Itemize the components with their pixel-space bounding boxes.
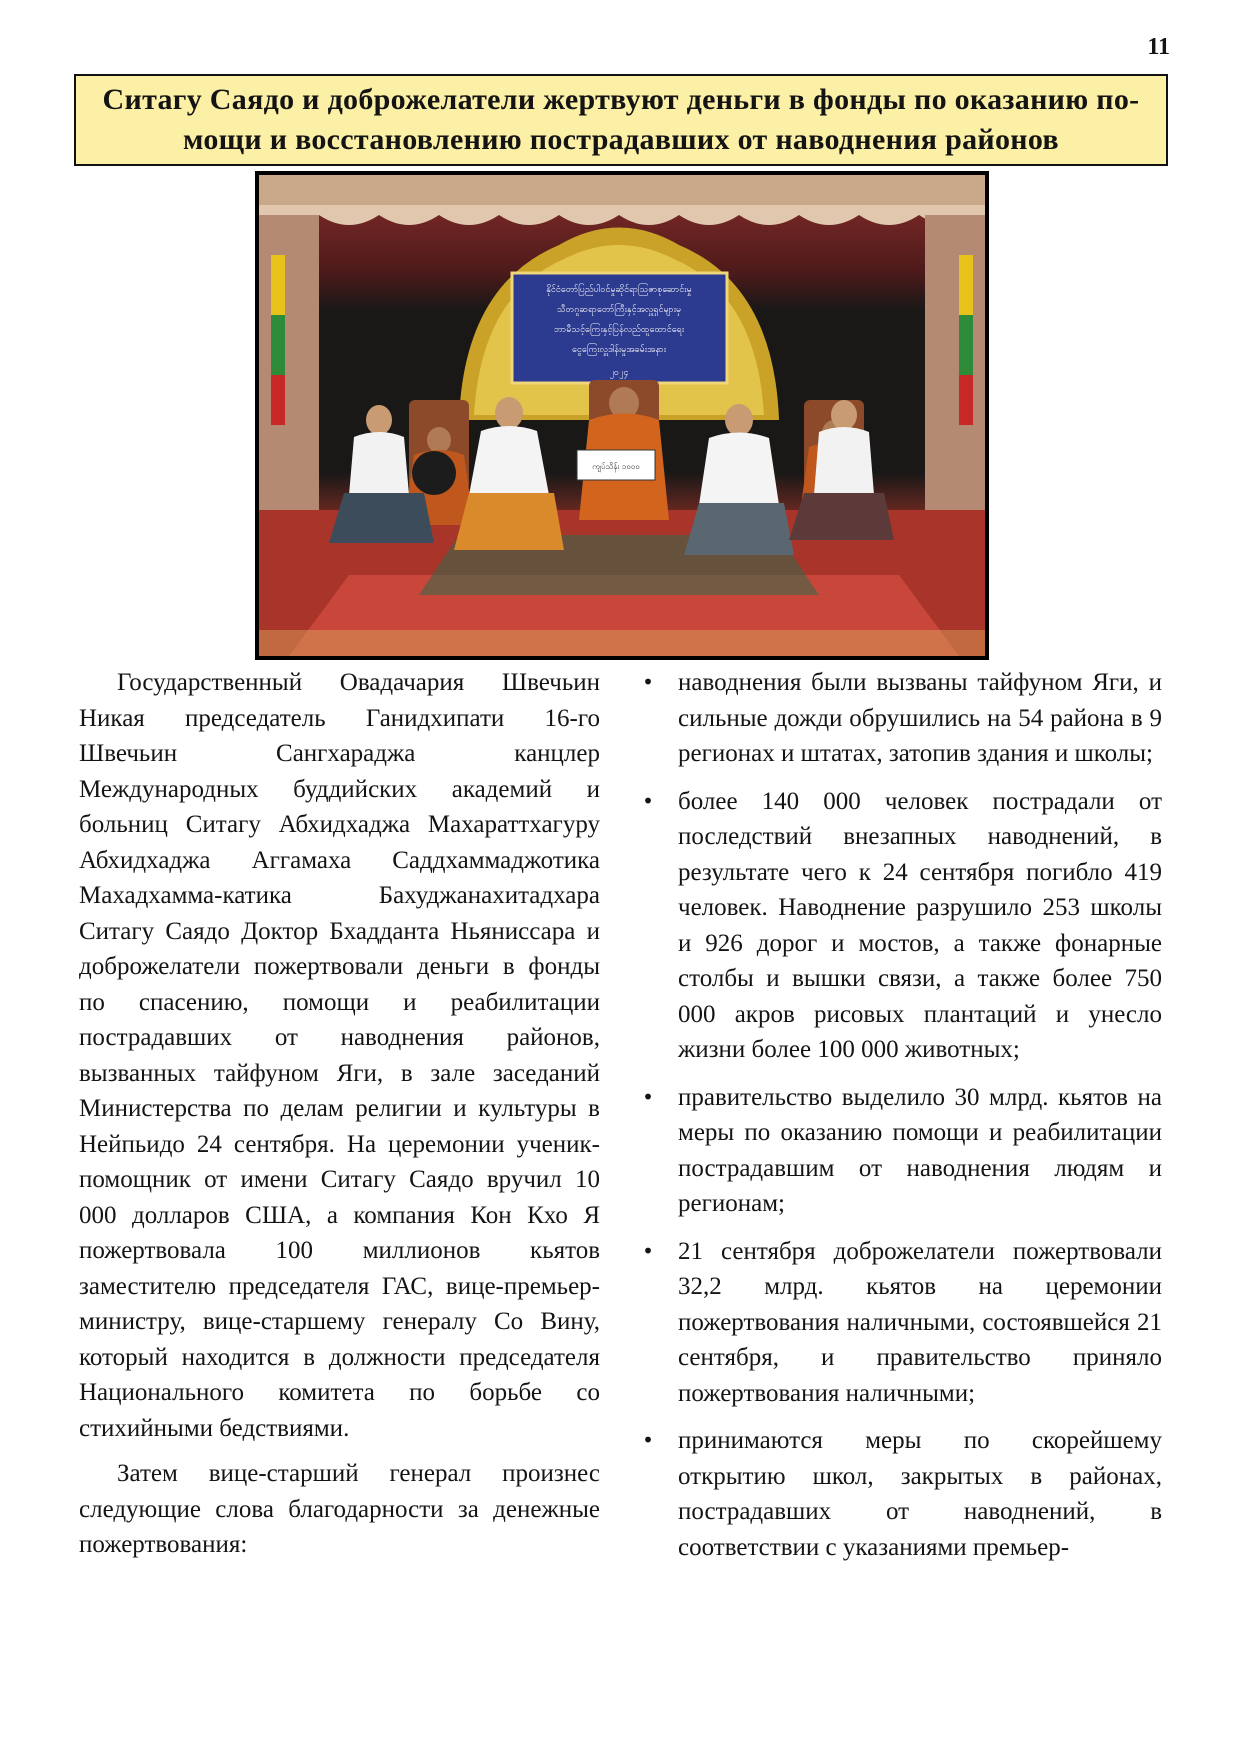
article-title-line-2: мощи и восстановлению пострадавших от наводнения районов bbox=[183, 123, 1059, 156]
left-column bbox=[79, 665, 600, 1573]
bullet-icon: • bbox=[642, 788, 654, 813]
left-paragraph-2: Затем вице-старший генерал произнес следующие слова благодарности за денежные пожертвования: bbox=[79, 1460, 600, 1558]
article-title bbox=[103, 80, 1140, 160]
list-item bbox=[638, 1080, 1162, 1222]
list-item-text: правительство выделило 30 млрд. кьятов на меры по оказанию помощи и реабилитации пострадавшим от наводнения людям и регионам; bbox=[678, 1083, 1162, 1217]
list-item-text: наводнения были вызваны тайфуном Яги, и сильные дожди обрушились на 54 района в 9 регионах и штатах, затопив здания и школы; bbox=[678, 669, 1162, 767]
article-title-line-1: Ситагу Саядо и доброжелатели жертвуют деньги в фонды по оказанию по- bbox=[102, 83, 1140, 116]
bullet-icon: • bbox=[642, 670, 654, 694]
list-item bbox=[638, 1423, 1162, 1565]
banner-text-line-4: ငွေကြေးလှူဒါန်းမှုအခမ်းအနား bbox=[572, 345, 666, 355]
bullet-icon: • bbox=[642, 1238, 654, 1263]
list-item-text: более 140 000 человек пострадали от последствий внезапных наводнений, в результате чего к 24 сентября погибло 419 человек. Наводнение разрушило 253 школы и 926 дорог и мостов, а также фонарные столбы и вышки связи, а также более 750 000 акров рисовых плантаций и унесло жизни более 100 000 животных; bbox=[678, 787, 1162, 1063]
banner-text-line-3: ဘာမီသင့်ကြေးနှင့်ပြန်လည်ထူထောင်ရေး bbox=[553, 325, 685, 335]
page-number: 11 bbox=[1147, 34, 1170, 60]
banner-text-line-5: ၂၀၂၄ bbox=[609, 368, 629, 378]
list-item-text: 21 сентября доброжелатели пожертвовали 32,2 млрд. кьятов на церемонии пожертвования наличными, состоявшейся 21 сентября, и правительство приняло пожертвования наличными; bbox=[678, 1237, 1162, 1407]
left-paragraph-1: Государственный Овадачария Швечьин Никая председатель Ганидхипати 16-го Швечьин Сангхараджа канцлер Международных буддийских академий и больниц Ситагу Абхидхаджа Махараттхагуру Абхидхаджа Аггамаха Саддхаммаджотика Махадхамма-катика Бахуджанахитадхара Ситагу Саядо Доктор Бхадданта Ньяниссара и доброжелатели пожертвовали деньги в фонды по спасению, помощи и реабилитации пострадавших от наводнения районов, вызванных тайфуном Яги, в зале заседаний Министерства по делам религии и культуры в Нейпьидо 24 сентября. На церемонии ученик-помощник от имени Ситагу Саядо вручил 10 000 долларов США, а компания Кон Кхо Я пожертвовала 100 миллионов кьятов заместителю председателя ГАС, вице-премьер-министру, вице-старшему генералу Со Вину, который находится в должности председателя Национального комитета по борьбе со стихийными бедствиями. bbox=[79, 669, 600, 1442]
donation-envelope-text: ကျပ်သိန်း ၁၀၀၀ bbox=[592, 462, 640, 471]
list-item bbox=[638, 665, 1162, 772]
banner-text-line-1: နိုင်ငံတော်ပြည်ပါဝင်မှုဆိုင်ရာသြဇာစုဆောင်းမှု bbox=[546, 285, 692, 295]
article-title-box bbox=[74, 74, 1168, 166]
bullet-list bbox=[638, 665, 1162, 1565]
list-item bbox=[638, 784, 1162, 1068]
banner-text-line-2: သီတဂူဆရာတော်ကြီးနှင့်အလှူရှင်များမှ bbox=[556, 305, 682, 315]
bullet-icon: • bbox=[642, 1428, 654, 1452]
ceremony-photo-drawing bbox=[259, 175, 985, 656]
bullet-icon: • bbox=[642, 1084, 654, 1109]
list-item-text: принимаются меры по скорейшему открытию школ, закрытых в районах, пострадавших от наводнений, в соответствии с указаниями премьер- bbox=[678, 1427, 1162, 1561]
ceremony-photo bbox=[255, 171, 989, 660]
right-column bbox=[638, 665, 1162, 1577]
list-item bbox=[638, 1234, 1162, 1412]
